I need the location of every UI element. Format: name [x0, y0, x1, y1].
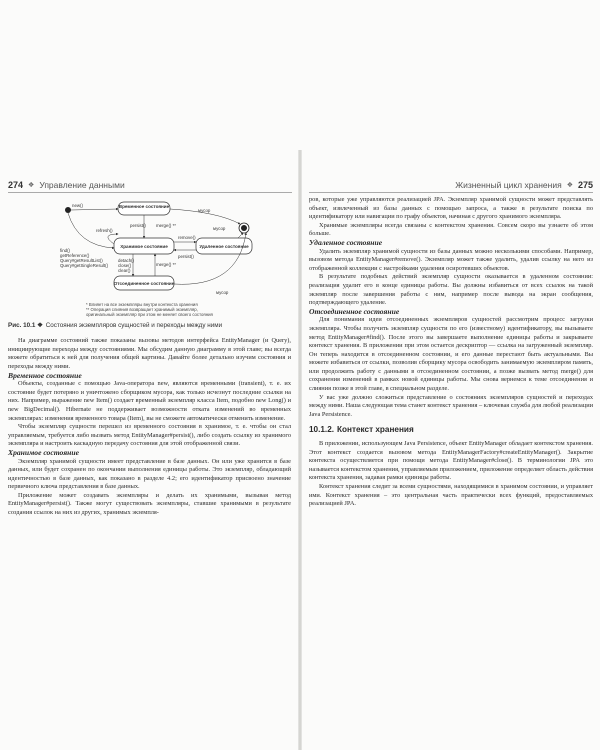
transient-state-label: Временное состояние — [118, 204, 170, 209]
paragraph: Удалить экземпляр хранимой сущности из базы данных можно несколькими способами. Например, вызовом метода EntityManager#remove(). Экземпляр может также удалить, удалив ссылку на него из отображенной коллекции с настройками удаления осиротевших объектов. — [309, 247, 593, 272]
garbage-label-3: мусор — [216, 290, 229, 295]
diamond-icon: ❖ — [28, 182, 35, 189]
figure-caption-text: Состояния экземпляров сущностей и переходы между ними — [45, 321, 223, 329]
detached-state-label: Отсоединенное состояние — [113, 281, 175, 286]
paragraph: Приложение может создавать экземпляры и делать их хранимыми, вызывая метод EntityManager#persist(). Также могут существовать экземпляры, ставшие хранимыми в результате создания ссылок на них из других, хранимых экземпля- — [8, 491, 291, 517]
section-number: 10.1.2. — [309, 425, 335, 435]
left-running-header — [8, 178, 292, 193]
figure-caption — [8, 322, 291, 331]
section-heading — [309, 426, 593, 435]
end-node-core — [241, 225, 247, 231]
paragraph: У вас уже должно сложиться представление о состояниях экземпляров сущностей и переходах между ними. Наша следующая тема станет контекст хранения – ключевая служба для любой реализации Java Persistence. — [309, 393, 593, 418]
paragraph: Контекст хранения следит за всеми сущностями, находящимися в хранимом состоянии, и управляет ими. Контекст хранения – это центральная часть практически всех функций, предоставляемых реализацией JPA. — [309, 483, 593, 508]
subheading-removed: Удаленное состояние — [309, 237, 383, 247]
merge2-label: merge() ** — [156, 262, 177, 267]
right-page-body — [309, 196, 593, 509]
paragraph: Хранимые экземпляры всегда связаны с контекстом хранения. Совсем скоро вы узнаете об этом больше. — [309, 221, 593, 238]
garbage-label-1: мусор — [198, 208, 211, 213]
paragraph: Чтобы экземпляр сущности перешел из временного состояния в хранимое, т. е. чтобы он стал управляемым, требуется либо вызвать метод EntityManager#persist(), либо создать ссылку из хранимого экземпляра и настроить каскадную передачу состояния для этой отображенной связи. — [8, 423, 291, 448]
section-title: Контекст хранения — [337, 425, 414, 435]
book-gutter — [298, 150, 302, 750]
remove-label: remove() — [178, 235, 196, 240]
clear-label: clear() — [118, 268, 131, 273]
subheading-detached: Отсоединенное состояние — [309, 306, 400, 316]
refresh-label: refresh() — [96, 228, 113, 233]
figure-note: оригинальный экземпляр при этом не меняет своего состояния — [86, 312, 213, 318]
left-page-body — [8, 200, 291, 518]
paragraph: В приложении, использующем Java Persistence, объект EntityManager обладает контекстом хранения. Этот контекст создается вызовом метода EntityManagerFactory#createEntityManager(). Закрытие контекста осуществляется при помощи метода EntityManager#close(). В терминологии JPA это называется контекстом хранения, управляемым приложением, приложение определяет область действия контекста хранения, задавая рамки единицы работы. — [309, 440, 593, 482]
paragraph: ров, которые уже управляются реализацией JPA. Экземпляр хранимой сущности может представлять объект, извлеченный из базы данных с помощью запроса, а также в результате поиска по идентификатору или навигации по графу объектов, начиная с другого хранимого экземпляра. — [309, 196, 593, 221]
left-page-number: 274 — [8, 180, 24, 190]
start-node — [65, 207, 71, 213]
garbage-label-2: мусор — [213, 226, 226, 231]
paragraph: На диаграмме состояний также показаны вызовы методов интерфейса EntityManager (и Query), инициирующие переходы между состояниями. Мы обсудим данную диаграмму в этой главе; вы всегда можете обратиться к ней для получения общей картины. Давайте более детально изучим состояния и переходы между ними. — [8, 337, 291, 370]
new-label: new() — [72, 203, 83, 208]
figure-notes — [8, 302, 291, 318]
paragraph: Для понимания идеи отсоединенных экземпляров сущностей рассмотрим процесс загрузки экземпляра. Чтобы получить экземпляр сущности по его (известному) идентификатору, вы вызываете метод EntityManager#find(). После этого вы завершаете выполнение единицы работы и закрываете контекст хранения. В приложении при этом остается дескриптор — ссылка на загруженный экземпляр. Он теперь находится в отсоединенном состоянии, и его данные перестают быть актуальными. Вы можете избавиться от ссылки, позволив сборщику мусора освободить занимаемую экземпляром память, или продолжить работу с данными в отсоединенном состоянии, а позже вызвать метод merge() для сохранения изменений в рамках новой единицы работы. Мы снова вернемся к теме отсоединения и слияния позже в этой главе, в специальном разделе. — [309, 316, 593, 393]
paragraph: Объекты, созданные с помощью Java-оператора new, являются временными (transient), т. е. их состояние будет потеряно и уничтожено сборщиком мусора, как только исчезнут последние ссылки на них. Например, выражение new Item() создает временный экземпляр класса Item, подобно new Long() и new BigDecimal(). Hibernate не поддерживает возможности отката изменений во временных экземплярах: изменения временного товара (Item), вы не сможете автоматически отменить изменение. — [8, 380, 291, 422]
diamond-icon: ❖ — [566, 182, 573, 189]
subheading-persistent: Хранимое состояние — [8, 447, 79, 457]
state-diagram — [8, 200, 291, 304]
paragraph: В результате подобных действий экземпляр сущности оказывается в удаленном состоянии: реализация удалит его в конце единицы работы. Вы должны избавиться от всех ссылок на такой экземпляр после завершения работы с ним, например после вывода на экран сообщения, подтверждающего удаление. — [309, 273, 593, 307]
figure-note: ** Операция слияния возвращает хранимый экземпляр, — [86, 307, 198, 313]
persistent-state-label: Хранимое состояние — [120, 244, 168, 249]
right-running-head: Жизненный цикл хранения — [455, 180, 562, 190]
detach-label: detach() — [118, 258, 135, 263]
persist2-label: persist() — [178, 254, 194, 259]
paragraph: Экземпляр хранимой сущности имеет представление в базе данных. Он или уже хранится в базе данных, или будет сохранен по окончании выполнения единицы работы. Это экземпляр, обладающий идентичностью в базе данных, как показано в разделе 4.2; его идентификатор присвоено значение первичного ключа представления в базе данных. — [8, 457, 291, 491]
getreference-label: getReference() — [60, 253, 90, 258]
right-running-header — [309, 178, 593, 193]
figure-caption-number: Рис. 10.1 ❖ — [8, 321, 43, 329]
left-running-head: Управление данными — [39, 180, 125, 190]
getresultlist-label: Query#getResultList() — [60, 258, 103, 263]
subheading-transient: Временное состояние — [8, 370, 82, 380]
removed-state-label: Удаленное состояние — [199, 244, 249, 249]
close-label: close() — [118, 263, 132, 268]
persist-label: persist() — [130, 223, 146, 228]
figure-note: * Влияет на все экземпляры внутри контекста хранения — [86, 302, 198, 307]
find-label: find() — [60, 248, 71, 253]
right-page-number: 275 — [577, 180, 593, 190]
getsingleresult-label: Query#getSingleResult() — [60, 263, 109, 268]
merge-label: merge() ** — [156, 223, 177, 228]
